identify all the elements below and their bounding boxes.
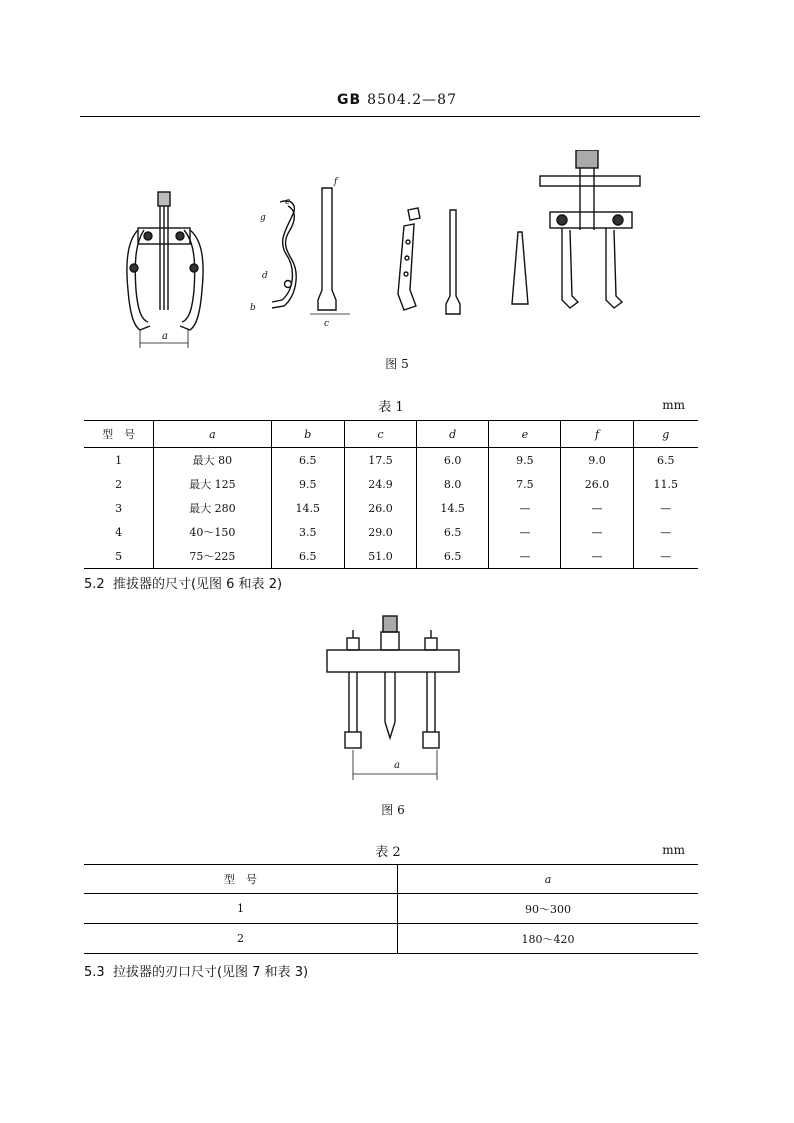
page-header <box>0 92 794 108</box>
table-cell: 最大 80 <box>154 448 271 473</box>
table-cell: — <box>489 520 561 544</box>
table-2-unit: mm <box>662 843 685 857</box>
table-cell: 17.5 <box>344 448 416 473</box>
col-header-model: 型 号 <box>84 865 398 894</box>
table-cell: — <box>633 496 698 520</box>
table-row <box>84 496 698 520</box>
table-cell: — <box>561 544 633 569</box>
col-header-g: g <box>633 421 698 448</box>
table-cell: — <box>633 544 698 569</box>
table-cell: 26.0 <box>344 496 416 520</box>
table-cell: 14.5 <box>417 496 489 520</box>
thin-jaw-drawing <box>446 210 460 314</box>
table-cell: 2 <box>84 924 398 954</box>
table-cell: — <box>561 496 633 520</box>
fig5-label-c: c <box>324 319 330 329</box>
col-header-e: e <box>489 421 561 448</box>
figure-5-caption: 图 5 <box>385 357 409 371</box>
tapered-jaw-drawing <box>512 232 528 304</box>
table-cell: 9.0 <box>561 448 633 473</box>
section-5-2-heading <box>84 573 282 592</box>
table-1-unit: mm <box>662 398 685 412</box>
adjustable-puller-drawing <box>540 150 640 308</box>
col-header-a: a <box>398 865 699 894</box>
table-cell: 6.5 <box>417 544 489 569</box>
table-cell: — <box>561 520 633 544</box>
fig5-label-d: d <box>262 271 268 281</box>
table-cell: 9.5 <box>489 448 561 473</box>
fig5-label-g: g <box>260 213 266 223</box>
table-cell: — <box>633 520 698 544</box>
fig5-label-e: e <box>285 197 291 207</box>
table-cell: 6.5 <box>271 544 344 569</box>
table-cell: 51.0 <box>344 544 416 569</box>
section-number: 5.3 <box>84 965 105 980</box>
table-cell: 6.5 <box>633 448 698 473</box>
table-cell: 4 <box>115 525 123 539</box>
table-row <box>84 924 698 954</box>
table-cell: 3 <box>115 501 123 515</box>
table-header-row <box>84 865 698 894</box>
table-cell: 29.0 <box>344 520 416 544</box>
two-jaw-puller-drawing <box>127 192 203 348</box>
table-cell: 180～420 <box>521 932 575 946</box>
table-row <box>84 894 698 924</box>
table-cell: 6.5 <box>417 520 489 544</box>
table-cell: 24.9 <box>344 472 416 496</box>
header-rule <box>80 116 700 117</box>
figure-5-drawing <box>110 150 680 350</box>
table-cell: 9.5 <box>271 472 344 496</box>
table-cell: 最大 280 <box>154 496 271 520</box>
table-cell: 3.5 <box>271 520 344 544</box>
table-cell: 75～225 <box>154 544 271 569</box>
table-cell: 1 <box>115 453 123 467</box>
col-header-d: d <box>417 421 489 448</box>
table-cell: 5 <box>115 549 123 563</box>
table-row <box>84 520 698 544</box>
section-title: 推拔器的尺寸(见图 6 和表 2) <box>112 577 283 592</box>
standard-prefix: GB <box>337 92 362 108</box>
table-cell: 2 <box>115 477 123 491</box>
table-2 <box>84 864 698 954</box>
col-header-f: f <box>561 421 633 448</box>
table-row <box>84 472 698 496</box>
table-cell: 1 <box>84 894 398 924</box>
bent-jaw-drawing <box>398 208 420 310</box>
figure-6-drawing <box>325 612 465 782</box>
standard-code: 8504.2—87 <box>367 92 457 108</box>
figure-6-caption: 图 6 <box>381 803 405 817</box>
table-cell: 6.5 <box>271 448 344 473</box>
table-1-title: 表 1 <box>378 400 404 415</box>
section-5-3-heading <box>84 961 308 980</box>
section-number: 5.2 <box>84 577 105 592</box>
table-cell: 6.0 <box>417 448 489 473</box>
table-cell: 7.5 <box>489 472 561 496</box>
fig5-label-f: f <box>334 177 338 187</box>
table-cell: 90～300 <box>398 894 699 924</box>
table-header-row <box>84 421 698 448</box>
table-2-title: 表 2 <box>375 845 401 860</box>
table-cell: 11.5 <box>633 472 698 496</box>
col-header-model: 型 号 <box>84 421 154 448</box>
table-cell: 40～150 <box>154 520 271 544</box>
straight-jaw-1-drawing <box>310 188 350 314</box>
section-title: 拉拔器的刃口尺寸(见图 7 和表 3) <box>112 965 309 980</box>
fig5-label-a: a <box>162 331 168 342</box>
table-cell: 8.0 <box>417 472 489 496</box>
col-header-c: c <box>344 421 416 448</box>
table-cell: 最大 125 <box>154 472 271 496</box>
table-cell: — <box>489 544 561 569</box>
table-row <box>84 448 698 473</box>
col-header-a: a <box>154 421 271 448</box>
s-jaw-drawing <box>272 201 296 308</box>
table-row <box>84 544 698 569</box>
col-header-b: b <box>271 421 344 448</box>
table-cell: 14.5 <box>271 496 344 520</box>
table-cell: — <box>489 496 561 520</box>
table-cell: 26.0 <box>561 472 633 496</box>
table-1 <box>84 420 698 569</box>
fig5-label-b: b <box>250 303 256 313</box>
fig6-label-a: a <box>394 760 400 771</box>
